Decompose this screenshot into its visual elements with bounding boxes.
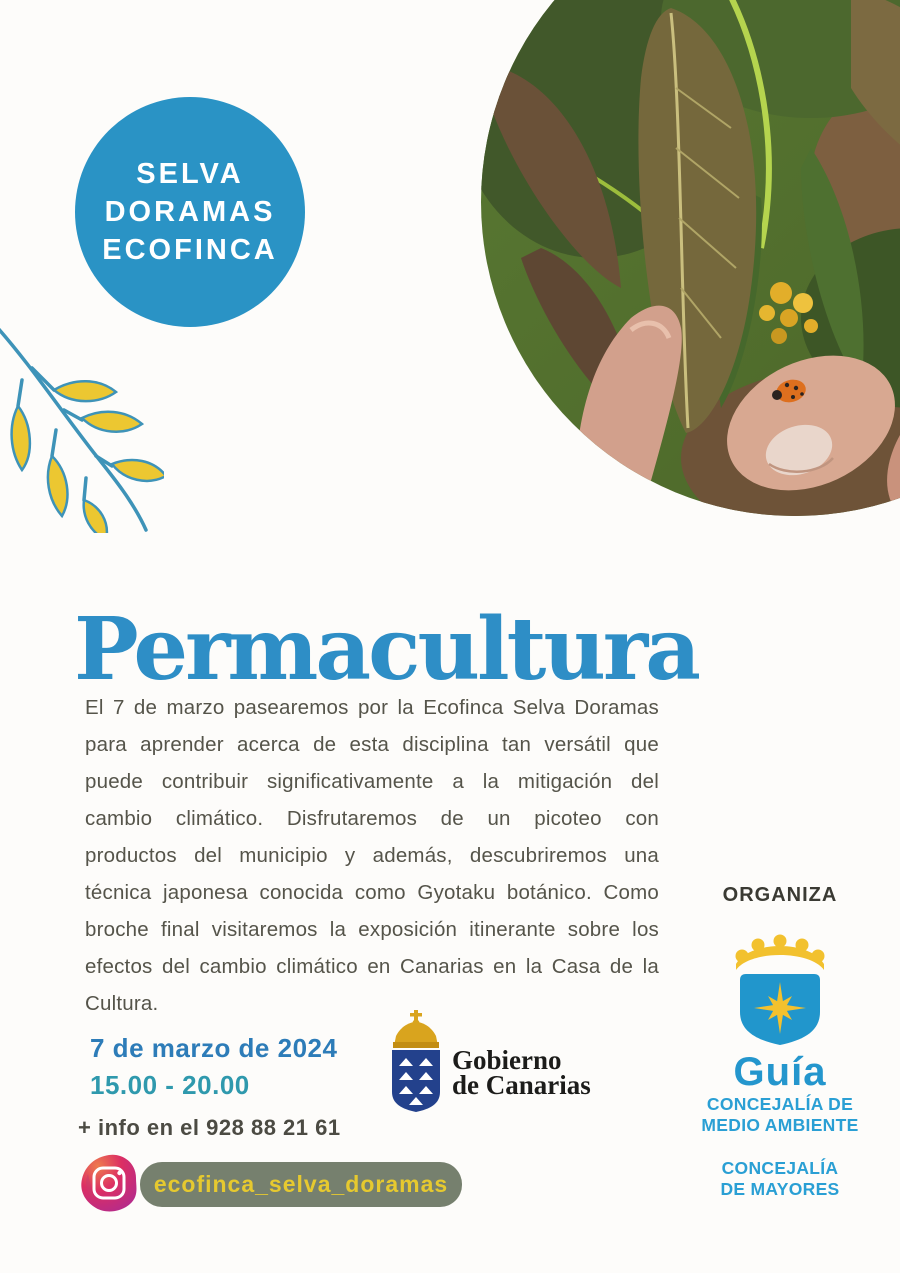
page-title: Permacultura: [74, 598, 698, 700]
event-description: El 7 de marzo pasearemos por la Ecofinca Selva Doramas para aprender acerca de esta disciplina tan versátil que puede contribuir significativamente a la mitigación del cambio climático. Disfrutaremos de un picoteo con productos del municipio y además, descubriremos una técnica japonesa conocida como Gyotaku botánico. Como broche final visitaremos la exposición itinerante sobre los efectos del cambio climático en Canarias en la Casa de la Cultura.: [85, 695, 659, 1015]
organiza-heading: ORGANIZA: [722, 884, 838, 906]
logo-line-1: SELVA: [136, 157, 244, 190]
botanical-branch-icon: [0, 318, 164, 538]
dept2-line1: CONCEJALÍA: [721, 1158, 839, 1178]
ladybug-hand-leaves-photo: [481, 0, 900, 516]
gobierno-line1: Gobierno: [452, 1045, 562, 1075]
event-phone-info: + info en el 928 88 21 61: [78, 1115, 341, 1140]
guia-crown-shield-star-icon: [732, 928, 828, 1051]
department-mayores: [655, 1158, 900, 1200]
event-photo: [481, 0, 900, 516]
dept1-line2: MEDIO AMBIENTE: [701, 1115, 859, 1135]
instagram-icon: [78, 1152, 140, 1219]
guia-wordmark: Guía: [733, 1050, 827, 1094]
logo-line-3: ECOFINCA: [102, 233, 278, 266]
event-date: 7 de marzo de 2024: [90, 1033, 338, 1063]
logo-line-2: DORAMAS: [104, 195, 276, 228]
event-time: 15.00 - 20.00: [90, 1070, 250, 1100]
dept2-line2: DE MAYORES: [720, 1179, 840, 1199]
instagram-handle: ecofinca_selva_doramas: [153, 1171, 449, 1197]
selva-doramas-logo: [75, 97, 305, 327]
instagram-handle-badge: [140, 1162, 462, 1207]
department-medio-ambiente: [655, 1094, 900, 1136]
gobierno-canarias-wordmark: [452, 1045, 591, 1100]
gobierno-line2: de Canarias: [452, 1070, 591, 1100]
canarias-crown-shield-icon: [386, 1008, 446, 1117]
dept1-line1: CONCEJALÍA DE: [706, 1094, 854, 1114]
